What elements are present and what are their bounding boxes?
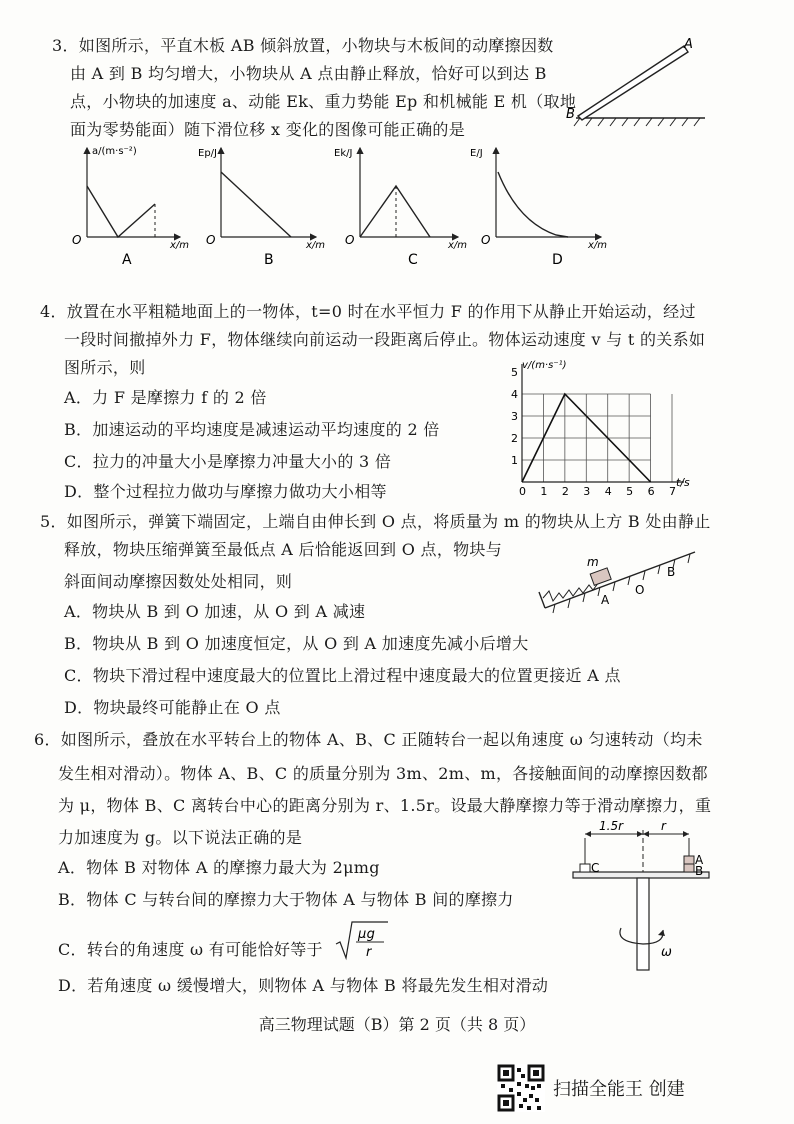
y-tick-label: 1 bbox=[511, 454, 518, 467]
q4-option-a: A．力 F 是摩擦力 f 的 2 倍 bbox=[64, 388, 267, 407]
q3-graph-c-xlabel: x/m bbox=[448, 240, 468, 251]
q5-option-d: D．物块最终可能静止在 O 点 bbox=[64, 698, 281, 717]
q4-line-2: 一段时间撤掉外力 F，物体继续向前运动一段距离后停止。物体运动速度 v 与 t 的关系如 bbox=[64, 330, 706, 349]
q3-graph-c-caption: C bbox=[408, 252, 418, 267]
x-tick-label: 7 bbox=[669, 485, 676, 498]
q6-label-a: A bbox=[695, 853, 704, 867]
q5-line-3: 斜面间动摩擦因数处处相同，则 bbox=[64, 572, 293, 591]
q6-line-4: 力加速度为 g。以下说法正确的是 bbox=[58, 828, 303, 847]
y-tick-label: 5 bbox=[511, 366, 518, 379]
q5-line-1: 5．如图所示，弹簧下端固定，上端自由伸长到 O 点，将质量为 m 的物块从上方 B 处由静止 bbox=[40, 512, 711, 531]
q5-spring-incline-figure bbox=[535, 538, 705, 618]
q6-label-c: C bbox=[591, 861, 600, 875]
y-tick-label: 2 bbox=[511, 432, 518, 445]
q3-graph-a-caption: A bbox=[122, 252, 132, 267]
q4-line-3: 图所示，则 bbox=[64, 358, 146, 377]
q6-label-1.5r: 1.5r bbox=[599, 819, 624, 833]
q3-graph-a-ylabel: a/(m·s⁻²) bbox=[92, 146, 137, 157]
q3-graph-d-origin: O bbox=[481, 233, 491, 247]
q6-line-1: 6．如图所示，叠放在水平转台上的物体 A、B、C 正随转台一起以角速度 ω 匀速转动（均未 bbox=[34, 730, 703, 749]
q6-turntable-figure bbox=[565, 818, 715, 978]
q5-label-a: A bbox=[601, 593, 610, 607]
q5-label-o: O bbox=[635, 583, 645, 597]
q4-chart-ylabel: v/(m·s⁻¹) bbox=[522, 360, 567, 371]
q4-line-1: 4．放置在水平粗糙地面上的一物体，t=0 时在水平恒力 F 的作用下从静止开始运动，经过 bbox=[40, 302, 696, 321]
q6-line-3: 为 μ，物体 B、C 离转台中心的距离分别为 r、1.5r。设最大静摩擦力等于滑动摩擦力，重 bbox=[58, 796, 712, 815]
q3-graph-b-origin: O bbox=[206, 233, 216, 247]
q3-graph-d bbox=[466, 142, 616, 267]
x-tick-label: 5 bbox=[626, 485, 634, 498]
q6-option-b: B．物体 C 与转台间的摩擦力大于物体 A 与物体 B 间的摩擦力 bbox=[58, 890, 514, 909]
q6-label-b: B bbox=[695, 864, 704, 878]
x-tick-label: 6 bbox=[647, 485, 655, 498]
q4-option-c: C．拉力的冲量大小是摩擦力冲量大小的 3 倍 bbox=[64, 452, 392, 471]
q3-graph-c-ylabel: Ek/J bbox=[334, 148, 353, 159]
x-tick-label: 0 bbox=[519, 485, 526, 498]
q5-option-c: C．物块下滑过程中速度最大的位置比上滑过程中速度最大的位置更接近 A 点 bbox=[64, 666, 621, 685]
q3-label-b: B bbox=[566, 107, 575, 122]
q6-option-c-text: C．转台的角速度 ω 有可能恰好等于 bbox=[58, 939, 323, 959]
x-tick-label: 3 bbox=[583, 485, 591, 498]
q3-line-2: 由 A 到 B 均匀增大，小物块从 A 点由静止释放，恰好可以到达 B bbox=[70, 64, 547, 83]
q5-option-a: A．物块从 B 到 O 加速，从 O 到 A 减速 bbox=[64, 602, 366, 621]
x-tick-label: 1 bbox=[540, 485, 548, 498]
x-tick-label: 4 bbox=[604, 485, 612, 498]
q5-label-m: m bbox=[587, 555, 599, 569]
q6-sqrt-expression bbox=[334, 918, 388, 962]
q3-graph-c-origin: O bbox=[345, 233, 355, 247]
q3-graph-a-xlabel: x/m bbox=[170, 240, 190, 251]
q6-label-omega: ω bbox=[661, 945, 672, 960]
q6-option-c bbox=[58, 922, 388, 966]
q3-graph-a bbox=[60, 142, 195, 267]
q3-graph-b-xlabel: x/m bbox=[306, 240, 326, 251]
q4-chart-xlabel: t/s bbox=[676, 476, 690, 489]
q4-option-b: B．加速运动的平均速度是减速运动平均速度的 2 倍 bbox=[64, 420, 440, 439]
q4-vt-chart bbox=[500, 358, 700, 498]
y-tick-label: 3 bbox=[511, 410, 518, 423]
q5-label-b: B bbox=[667, 565, 676, 579]
q6-sqrt-denominator: r bbox=[366, 945, 372, 960]
q3-graph-c bbox=[330, 142, 470, 267]
q6-sqrt-numerator: μg bbox=[358, 927, 376, 942]
q3-graph-b bbox=[196, 142, 331, 267]
page-footer: 高三物理试题（B）第 2 页（共 8 页） bbox=[258, 1015, 536, 1034]
q3-graph-b-caption: B bbox=[264, 252, 274, 267]
q6-label-r: r bbox=[661, 819, 666, 833]
q5-line-2: 释放，物块压缩弹簧至最低点 A 后恰能返回到 O 点，物块与 bbox=[64, 540, 503, 559]
q3-graph-b-ylabel: Ep/J bbox=[198, 148, 217, 159]
q3-graph-a-origin: O bbox=[72, 233, 82, 247]
q3-graph-d-caption: D bbox=[552, 252, 563, 267]
q3-line-4: 面为零势能面）随下滑位移 x 变化的图像可能正确的是 bbox=[70, 120, 465, 139]
scanner-watermark: 扫描全能王 创建 bbox=[553, 1079, 685, 1100]
q3-graph-d-xlabel: x/m bbox=[588, 240, 608, 251]
q6-option-d: D．若角速度 ω 缓慢增大，则物体 A 与物体 B 将最先发生相对滑动 bbox=[58, 976, 549, 995]
q3-graph-d-ylabel: E/J bbox=[470, 148, 483, 159]
q4-option-d: D．整个过程拉力做功与摩擦力做功大小相等 bbox=[64, 482, 387, 501]
q3-line-1: 3．如图所示，平直木板 AB 倾斜放置，小物块与木板间的动摩擦因数 bbox=[52, 36, 554, 55]
q6-option-a: A．物体 B 对物体 A 的摩擦力最大为 2μmg bbox=[58, 858, 380, 877]
q5-option-b: B．物块从 B 到 O 加速度恒定，从 O 到 A 加速度先减小后增大 bbox=[64, 634, 529, 653]
y-tick-label: 4 bbox=[511, 388, 518, 401]
q3-line-3: 点，小物块的加速度 a、动能 Ek、重力势能 Ep 和机械能 E 机（取地 bbox=[70, 92, 577, 111]
q6-line-2: 发生相对滑动）。物体 A、B、C 的质量分别为 3m、2m、m，各接触面间的动摩擦因数都 bbox=[58, 764, 708, 783]
q3-label-a: A bbox=[684, 37, 693, 52]
x-tick-label: 2 bbox=[561, 485, 569, 498]
q3-incline-figure bbox=[560, 36, 710, 132]
qr-code-icon bbox=[497, 1064, 545, 1112]
